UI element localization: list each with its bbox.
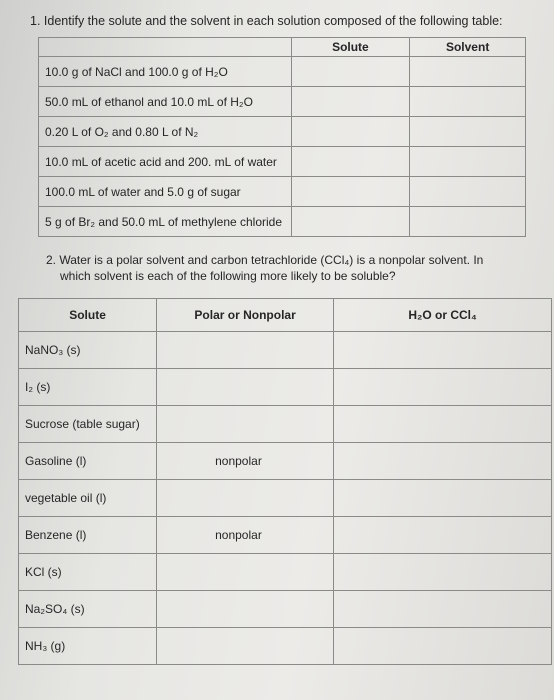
solution-cell: 50.0 mL of ethanol and 10.0 mL of H₂O — [39, 87, 292, 117]
polarity-answer-cell[interactable] — [157, 332, 334, 369]
polarity-answer-cell[interactable] — [157, 406, 334, 443]
header-solute: Solute — [291, 38, 410, 57]
table-row — [39, 117, 526, 147]
table-header-row — [39, 38, 526, 57]
polarity-answer-cell[interactable]: nonpolar — [157, 443, 334, 480]
solute-name-cell: Sucrose (table sugar) — [19, 406, 157, 443]
solute-answer-cell[interactable] — [291, 87, 410, 117]
table-row — [19, 517, 552, 554]
solute-answer-cell[interactable] — [291, 57, 410, 87]
solvent-answer-cell[interactable] — [334, 332, 552, 369]
table-row — [19, 369, 552, 406]
polarity-answer-cell[interactable] — [157, 591, 334, 628]
header-solvent: Solvent — [410, 38, 526, 57]
solute-name-cell: vegetable oil (l) — [19, 480, 157, 517]
header-blank — [39, 38, 292, 57]
solubility-table — [18, 298, 552, 665]
solvent-answer-cell[interactable] — [334, 369, 552, 406]
table-header-row — [19, 299, 552, 332]
header-solvent-choice: H₂O or CCl₄ — [334, 299, 552, 332]
solute-name-cell: Na₂SO₄ (s) — [19, 591, 157, 628]
question-1-text: 1. Identify the solute and the solvent in each solution composed of the following table: — [30, 14, 503, 28]
solvent-answer-cell[interactable] — [334, 406, 552, 443]
table-row — [39, 177, 526, 207]
solvent-answer-cell[interactable] — [334, 628, 552, 665]
solute-name-cell: Gasoline (l) — [19, 443, 157, 480]
solute-answer-cell[interactable] — [291, 117, 410, 147]
solvent-answer-cell[interactable] — [334, 443, 552, 480]
table-row — [19, 628, 552, 665]
table-row — [19, 554, 552, 591]
solvent-answer-cell[interactable] — [410, 57, 526, 87]
table-row — [39, 87, 526, 117]
table-row — [19, 332, 552, 369]
table-row — [39, 57, 526, 87]
solute-name-cell: Benzene (l) — [19, 517, 157, 554]
solvent-answer-cell[interactable] — [410, 147, 526, 177]
question-2-line-1: 2. Water is a polar solvent and carbon tetrachloride (CCl₄) is a nonpolar solvent. In — [46, 253, 484, 267]
polarity-answer-cell[interactable] — [157, 480, 334, 517]
polarity-answer-cell[interactable] — [157, 369, 334, 406]
question-2-text — [46, 252, 516, 284]
table-row — [19, 406, 552, 443]
solvent-answer-cell[interactable] — [410, 207, 526, 237]
table-row — [19, 443, 552, 480]
header-polarity: Polar or Nonpolar — [157, 299, 334, 332]
solute-answer-cell[interactable] — [291, 147, 410, 177]
solvent-answer-cell[interactable] — [334, 554, 552, 591]
question-2-line-2: which solvent is each of the following more likely to be soluble? — [60, 269, 396, 283]
solute-name-cell: I₂ (s) — [19, 369, 157, 406]
polarity-answer-cell[interactable]: nonpolar — [157, 517, 334, 554]
solute-solvent-table — [38, 37, 526, 237]
solution-cell: 10.0 g of NaCl and 100.0 g of H₂O — [39, 57, 292, 87]
header-solute: Solute — [19, 299, 157, 332]
table-row — [39, 147, 526, 177]
solvent-answer-cell[interactable] — [410, 117, 526, 147]
solution-cell: 10.0 mL of acetic acid and 200. mL of water — [39, 147, 292, 177]
solvent-answer-cell[interactable] — [334, 517, 552, 554]
solvent-answer-cell[interactable] — [334, 591, 552, 628]
solvent-answer-cell[interactable] — [334, 480, 552, 517]
solution-cell: 5 g of Br₂ and 50.0 mL of methylene chloride — [39, 207, 292, 237]
table-row — [19, 591, 552, 628]
solute-name-cell: KCl (s) — [19, 554, 157, 591]
solution-cell: 0.20 L of O₂ and 0.80 L of N₂ — [39, 117, 292, 147]
polarity-answer-cell[interactable] — [157, 554, 334, 591]
solute-answer-cell[interactable] — [291, 207, 410, 237]
solution-cell: 100.0 mL of water and 5.0 g of sugar — [39, 177, 292, 207]
solute-name-cell: NH₃ (g) — [19, 628, 157, 665]
solvent-answer-cell[interactable] — [410, 87, 526, 117]
solvent-answer-cell[interactable] — [410, 177, 526, 207]
polarity-answer-cell[interactable] — [157, 628, 334, 665]
solute-name-cell: NaNO₃ (s) — [19, 332, 157, 369]
solute-answer-cell[interactable] — [291, 177, 410, 207]
table-row — [19, 480, 552, 517]
table-row — [39, 207, 526, 237]
